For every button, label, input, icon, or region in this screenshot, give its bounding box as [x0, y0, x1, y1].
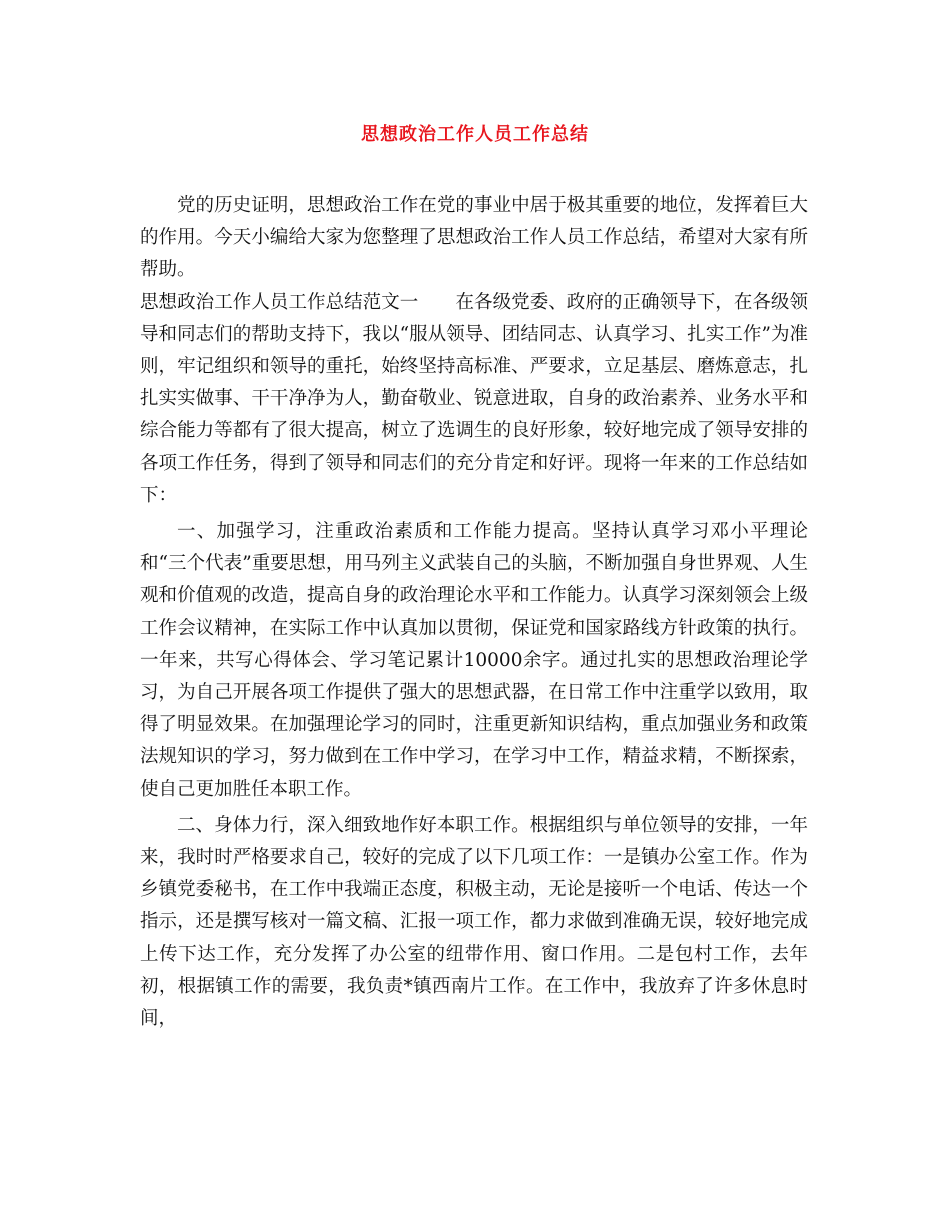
paragraph-sample-one: 思想政治工作人员工作总结范文一 在各级党委、政府的正确领导下，在各级领导和同志们的帮助支持下，我以“服从领导、团结同志、认真学习、扎实工作”为准则，牢记组织和领导的重托，始终坚持高标准、严要求，立足基层、磨炼意志，扎扎实实做事、干干净净为人，勤奋敬业、锐意进取，自身的政治素养、业务水平和综合能力等都有了很大提高，树立了选调生的良好形象，较好地完成了领导安排的各项工作任务，得到了领导和同志们的充分肯定和好评。现将一年来的工作总结如下：: [140, 291, 808, 506]
document-body: [140, 190, 808, 1035]
paragraph-intro: 党的历史证明，思想政治工作在党的事业中居于极其重要的地位，发挥着巨大的作用。今天小编给大家为您整理了思想政治工作人员工作总结，希望对大家有所帮助。: [140, 195, 808, 281]
paragraph-section-two: 二、身体力行，深入细致地作好本职工作。根据组织与单位领导的安排，一年来，我时时严格要求自己，较好的完成了以下几项工作：一是镇办公室工作。作为乡镇党委秘书，在工作中我端正态度，积极主动，无论是接听一个电话、传达一个指示，还是撰写核对一篇文稿、汇报一项工作，都力求做到准确无误，较好地完成上传下达工作，充分发挥了办公室的纽带作用、窗口作用。二是包村工作，去年初，根据镇工作的需要，我负责*镇西南片工作。在工作中，我放弃了许多休息时间，: [140, 814, 808, 1030]
paragraph-section-one: 一、加强学习，注重政治素质和工作能力提高。坚持认真学习邓小平理论和“三个代表”重要思想，用马列主义武装自己的头脑，不断加强自身世界观、人生观和价值观的改造，提高自身的政治理论水平和工作能力。认真学习深刻领会上级工作会议精神，在实际工作中认真加以贯彻，保证党和国家路线方针政策的执行。一年来，共写心得体会、学习笔记累计10000余字。通过扎实的思想政治理论学习，为自己开展各项工作提供了强大的思想武器，在日常工作中注重学以致用，取得了明显效果。在加强理论学习的同时，注重更新知识结构，重点加强业务和政策法规知识的学习，努力做到在工作中学习，在学习中工作，精益求精，不断探索，使自己更加胜任本职工作。: [140, 521, 808, 800]
document-title: 思想政治工作人员工作总结: [361, 124, 589, 145]
